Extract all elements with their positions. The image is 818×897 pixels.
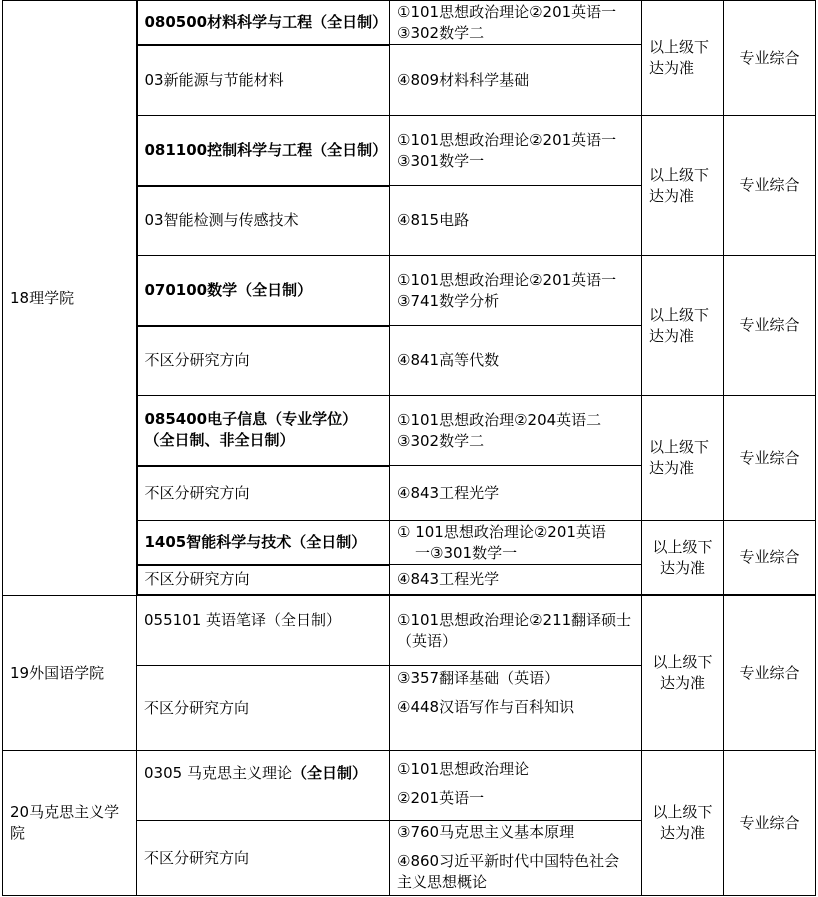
- exam-subjects: ① 101思想政治理论②201英语 一③301数学一: [390, 521, 642, 565]
- major-name: 085400电子信息（专业学位） （全日制、非全日制）: [137, 396, 390, 466]
- college-name: 18理学院: [3, 1, 137, 596]
- major-name: 081100控制科学与工程（全日制）: [137, 116, 390, 186]
- exam-subjects: ①101思想政治理②204英语二 ③302数学二: [390, 396, 642, 466]
- retest-subject: 以上级下达为准: [642, 116, 724, 256]
- research-direction: 03新能源与节能材料: [137, 45, 390, 116]
- retest-subject: 以上级下达为准: [642, 396, 724, 521]
- exam-subjects: ①101思想政治理论②201英语一 ③301数学一: [390, 116, 642, 186]
- research-direction: 不区分研究方向: [137, 565, 390, 595]
- retest-content: 专业综合: [724, 1, 816, 116]
- exam-subject-4: ④843工程光学: [390, 565, 642, 595]
- exam-subject-4: ④843工程光学: [390, 466, 642, 521]
- exam-subjects: ①101思想政治理论②201英语一 ③741数学分析: [390, 256, 642, 326]
- research-direction: 不区分研究方向: [137, 326, 390, 396]
- college-name: 19外国语学院: [3, 596, 137, 751]
- exam-subject-4: ④809材料科学基础: [390, 45, 642, 116]
- retest-content: 专业综合: [724, 521, 816, 595]
- research-direction: 不区分研究方向: [137, 821, 390, 896]
- exam-subjects: ①101思想政治理论②201英语一 ③302数学二: [390, 1, 642, 45]
- exam-subjects-bottom: ③760马克思主义基本原理 ④860习近平新时代中国特色社会主义思想概论: [390, 821, 642, 896]
- research-direction: 不区分研究方向: [137, 466, 390, 521]
- retest-subject: 以上级下达为准: [642, 1, 724, 116]
- research-direction: 不区分研究方向: [137, 666, 390, 751]
- research-direction: 03智能检测与传感技术: [137, 186, 390, 256]
- exam-subject-4: ④815电路: [390, 186, 642, 256]
- exam-subjects-bottom: ③357翻译基础（英语） ④448汉语写作与百科知识: [390, 666, 642, 751]
- major-name: 080500材料科学与工程（全日制）: [137, 1, 390, 45]
- retest-content: 专业综合: [724, 116, 816, 256]
- retest-content: 专业综合: [724, 256, 816, 396]
- retest-content: 专业综合: [724, 596, 816, 751]
- retest-subject: 以上级下达为准: [642, 751, 724, 896]
- major-name: 1405智能科学与技术（全日制）: [137, 521, 390, 565]
- retest-content: 专业综合: [724, 396, 816, 521]
- retest-subject: 以上级下达为准: [642, 256, 724, 396]
- retest-content: 专业综合: [724, 751, 816, 896]
- major-name: 070100数学（全日制）: [137, 256, 390, 326]
- major-name: 0305 马克思主义理论（全日制）: [137, 751, 390, 821]
- exam-subjects: ①101思想政治理论②211翻译硕士 （英语）: [390, 596, 642, 666]
- college-name: 20马克思主义学院: [3, 751, 137, 896]
- major-name: 055101 英语笔译（全日制）: [137, 596, 390, 666]
- admissions-table: [2, 0, 816, 896]
- exam-subjects: ①101思想政治理论 ②201英语一: [390, 751, 642, 821]
- retest-subject: 以上级下达为准: [642, 596, 724, 751]
- exam-subject-4: ④841高等代数: [390, 326, 642, 396]
- retest-subject: 以上级下达为准: [642, 521, 724, 595]
